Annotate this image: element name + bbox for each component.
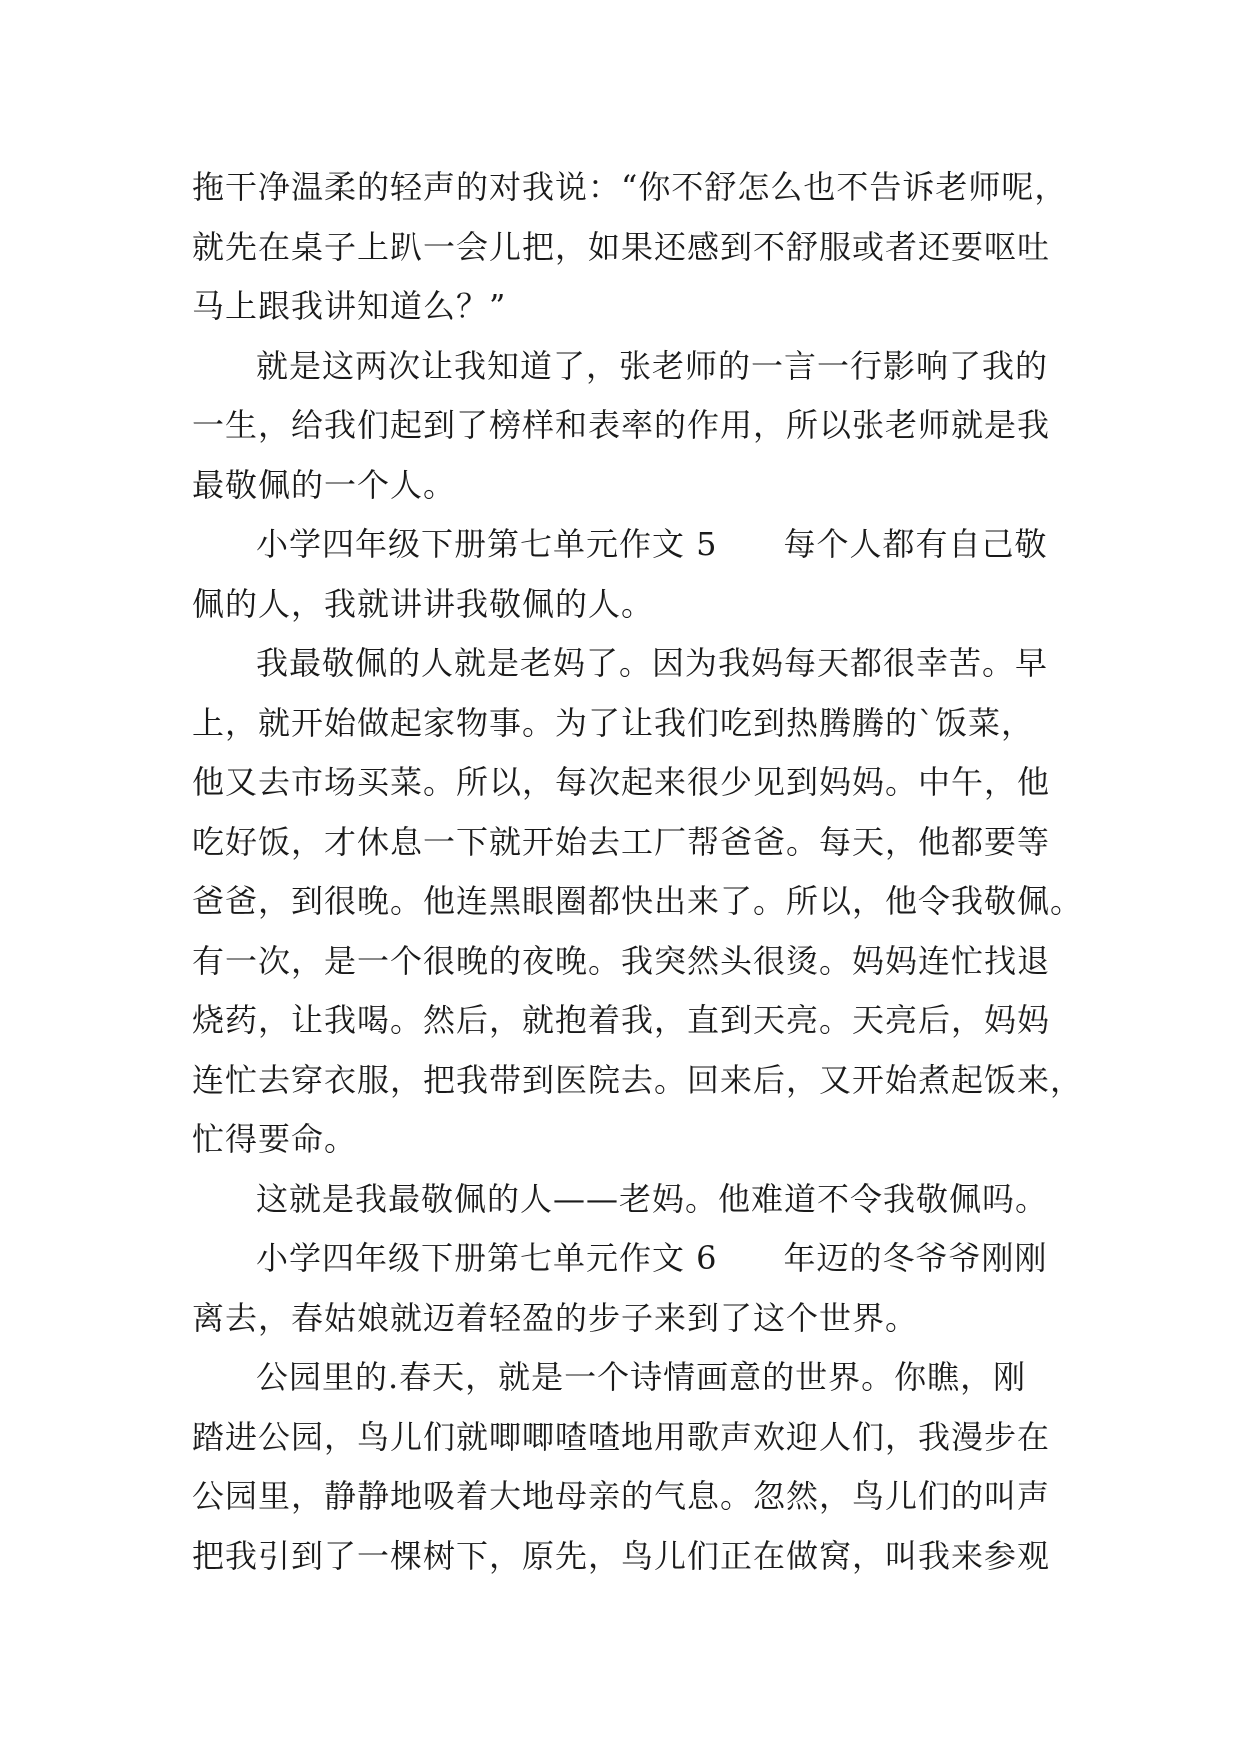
text-line: 爸爸，到很晚。他连黑眼圈都快出来了。所以，他令我敬佩。 bbox=[192, 882, 1084, 920]
text-line: 连忙去穿衣服，把我带到医院去。回来后，又开始煮起饭来， bbox=[192, 1060, 1084, 1099]
text-line: 吃好饭，才休息一下就开始去工厂帮爸爸。每天，他都要等 bbox=[192, 822, 1051, 861]
text-line: 把我引到了一棵树下，原先，鸟儿们正在做窝，叫我来参观 bbox=[192, 1536, 1051, 1575]
paragraph-start-line: 这就是我最敬佩的人——老妈。他难道不令我敬佩吗。 bbox=[256, 1179, 1049, 1218]
paragraph-start-line: 公园里的.春天，就是一个诗情画意的世界。你瞧，刚 bbox=[256, 1358, 1027, 1396]
essay-title-line: 小学四年级下册第七单元作文 5 每个人都有自己敬 bbox=[256, 525, 1048, 563]
text-line: 公园里，静静地吸着大地母亲的气息。忽然，鸟儿们的叫声 bbox=[192, 1477, 1051, 1515]
text-line: 烧药，让我喝。然后，就抱着我，直到天亮。天亮后，妈妈 bbox=[192, 1001, 1051, 1039]
essay-text bbox=[192, 158, 1084, 1586]
text-line: 拖干净温柔的轻声的对我说：“你不舒怎么也不告诉老师呢， bbox=[192, 168, 1068, 206]
paragraph-start-line: 就是这两次让我知道了，张老师的一言一行影响了我的 bbox=[256, 346, 1049, 385]
text-line: 离去，春姑娘就迈着轻盈的步子来到了这个世界。 bbox=[192, 1298, 919, 1337]
text-line: 他又去市场买菜。所以，每次起来很少见到妈妈。中午，他 bbox=[192, 763, 1051, 801]
paragraph-start-line: 我最敬佩的人就是老妈了。因为我妈每天都很幸苦。早 bbox=[256, 644, 1049, 682]
text-line: 最敬佩的一个人。 bbox=[192, 465, 457, 504]
text-line: 马上跟我讲知道么？” bbox=[192, 287, 507, 325]
text-line: 踏进公园，鸟儿们就唧唧喳喳地用歌声欢迎人们，我漫步在 bbox=[192, 1417, 1051, 1456]
text-line: 一生，给我们起到了榜样和表率的作用，所以张老师就是我 bbox=[192, 406, 1051, 444]
text-line: 就先在桌子上趴一会儿把，如果还感到不舒服或者还要呕吐 bbox=[192, 227, 1051, 266]
text-line: 佩的人，我就讲讲我敬佩的人。 bbox=[192, 584, 655, 623]
essay-title-line: 小学四年级下册第七单元作文 6 年迈的冬爷爷刚刚 bbox=[256, 1239, 1048, 1277]
text-line: 有一次，是一个很晚的夜晚。我突然头很烫。妈妈连忙找退 bbox=[192, 941, 1051, 980]
text-line: 忙得要命。 bbox=[192, 1120, 358, 1158]
text-line: 上，就开始做起家物事。为了让我们吃到热腾腾的`饭菜， bbox=[192, 703, 1035, 742]
